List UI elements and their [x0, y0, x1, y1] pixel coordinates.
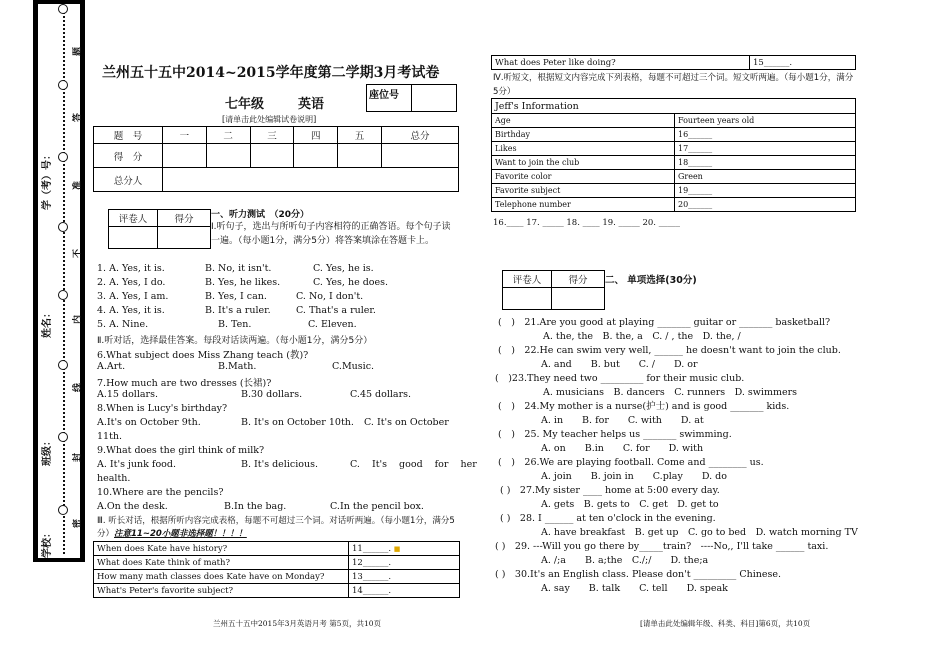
grader-score-cell[interactable]	[552, 288, 605, 310]
score-table-header: 二	[206, 127, 250, 144]
info-answer-20[interactable]: 20______	[675, 198, 856, 212]
score-cell[interactable]	[250, 144, 294, 168]
footer-left: 兰州五十五中2015年3月英语月考 第5页，共10页	[213, 619, 382, 628]
grader-label: 评卷人	[503, 271, 552, 288]
info-label: Birthday	[492, 128, 675, 142]
q5-option-c: C. Eleven.	[308, 319, 357, 330]
score-cell[interactable]	[163, 144, 207, 168]
seal-char: 不	[73, 248, 83, 258]
q6-text: 6.What subject does Miss Zhang teach (教)?	[97, 350, 309, 361]
q2-option-c: C. Yes, he does.	[313, 277, 389, 288]
q8-text: 8.When is Lucy's birthday?	[97, 403, 228, 414]
score-cell[interactable]	[206, 144, 250, 168]
q28-text: ( ) 28. I ______ at ten o'clock in the evening.	[500, 513, 716, 524]
seal-char: 密	[73, 518, 83, 528]
info-answer-16[interactable]: 16______	[675, 128, 856, 142]
grader-score-label: 得分	[158, 210, 211, 227]
seal-circle	[58, 505, 68, 515]
seal-char: 线	[73, 382, 83, 392]
grader-cell[interactable]	[503, 288, 552, 310]
seal-circle	[58, 432, 68, 442]
q8-option-c: C. It's on October	[364, 417, 449, 428]
school-label: 学校：	[42, 528, 53, 558]
part3-question: When does Kate have history?	[94, 542, 349, 556]
q25-options: A. on B.in C. for D. with	[541, 443, 704, 454]
q22-text: ( ) 22.He can swim very well, ______ he doesn't want to join the club.	[498, 345, 841, 356]
q9-option-c-cont: health.	[97, 473, 131, 484]
q29-options: A. /;a B. a;the C./;/ D. the;a	[541, 555, 709, 566]
seal-circle	[58, 290, 68, 300]
total-scorer-cell[interactable]	[163, 168, 459, 192]
seal-char: 内	[73, 314, 83, 324]
q23-text: ( )23.They need two _________ for their music club.	[495, 373, 745, 384]
total-scorer-label: 总分人	[94, 168, 163, 192]
part3-answer-14[interactable]: 14______.	[349, 584, 460, 598]
q23-options: A. musicians B. dancers C. runners D. swimmers	[543, 387, 798, 398]
q9-text: 9.What does the girl think of milk?	[97, 445, 265, 456]
seal-char: 准	[73, 180, 83, 190]
q10-option-c: C.In the pencil box.	[330, 501, 424, 512]
score-table-header: 五	[338, 127, 382, 144]
part3-question: How many math classes does Kate have on Monday?	[94, 570, 349, 584]
seat-label: 座位号	[367, 85, 412, 112]
q2-option-b: B. Yes, he likes.	[205, 277, 281, 288]
q5-option-b: B. Ten.	[218, 319, 252, 330]
q7-text: 7.How much are two dresses (长裙)?	[97, 378, 272, 389]
score-table	[93, 126, 459, 192]
score-table-header: 三	[250, 127, 294, 144]
part3-question: What does Peter like doing?	[492, 56, 750, 70]
info-label: Favorite color	[492, 170, 675, 184]
section1-heading: 一、听力测试 （20分）	[211, 210, 310, 220]
q1-option-b: B. No, it isn't.	[205, 263, 272, 274]
q6-option-a: A.Art.	[97, 361, 126, 372]
score-table-header: 四	[294, 127, 338, 144]
q10-option-b: B.In the bag.	[224, 501, 287, 512]
q26-options: A. join B. join in C.play D. do	[541, 471, 727, 482]
part3-question: What does Kate think of math?	[94, 556, 349, 570]
jeff-info-table	[491, 98, 856, 212]
q3-option-b: B. Yes, I can.	[205, 291, 267, 302]
seal-circle	[58, 222, 68, 232]
q2-option-a: 2. A. Yes, I do.	[97, 277, 166, 288]
score-cell[interactable]	[381, 144, 458, 168]
part3-answer-12[interactable]: 12______.	[349, 556, 460, 570]
part3-instr-text: Ⅲ. 听长对话，根据所听内容完成表格，每题不可超过三个词。对话听两遍。（每小题1分，满分5分）	[97, 516, 455, 539]
info-value: Fourteen years old	[675, 114, 856, 128]
seal-circle	[58, 360, 68, 370]
q24-text: ( ) 24.My mother is a nurse(护士) and is good _______ kids.	[498, 401, 790, 412]
seal-char: 封	[73, 452, 83, 462]
info-value: Green	[675, 170, 856, 184]
seal-char: 题	[73, 46, 83, 56]
seat-number-box	[366, 84, 457, 112]
score-cell[interactable]	[338, 144, 382, 168]
q1-option-c: C. Yes, he is.	[313, 263, 374, 274]
grader-cell[interactable]	[109, 227, 158, 249]
q6-option-b: B.Math.	[218, 361, 257, 372]
q9-option-a: A. It's junk food.	[97, 459, 176, 470]
q27-options: A. gets B. gets to C. get D. get to	[541, 499, 719, 510]
q7-option-c: C.45 dollars.	[350, 389, 412, 400]
subject-label: 英语	[298, 97, 325, 112]
part3-table-continued	[491, 55, 856, 70]
score-cell[interactable]	[294, 144, 338, 168]
q3-option-a: 3. A. Yes, I am.	[97, 291, 169, 302]
section2-heading: 二、 单项选择(30分)	[605, 275, 697, 286]
grade-label: 七年级	[225, 97, 265, 112]
q8-option-b: B. It's on October 10th.	[241, 417, 354, 428]
q28-options: A. have breakfast B. get up C. go to bed D. watch morning TV	[541, 527, 858, 538]
q6-option-c: C.Music.	[332, 361, 375, 372]
q21-options: A. the, the B. the, a C. / , the D. the, /	[543, 331, 741, 342]
part3-answer-11[interactable]	[349, 542, 460, 556]
q7-option-a: A.15 dollars.	[97, 389, 158, 400]
seal-char: 答	[73, 112, 83, 122]
q9-option-c: C. It's good for her	[350, 459, 477, 470]
q25-text: ( ) 25. My teacher helps us _______ swimming.	[498, 429, 732, 440]
q3-option-c: C. No, I don't.	[296, 291, 364, 302]
grader-score-label: 得分	[552, 271, 605, 288]
q4-option-c: C. That's a ruler.	[296, 305, 376, 316]
part3-instructions	[97, 515, 461, 541]
score-table-header: 总分	[381, 127, 458, 144]
footer-right-link[interactable]: [请单击此处编辑年级、科类、科目]第6页，共10页	[640, 619, 811, 628]
q9-option-b: B. It's delicious.	[241, 459, 318, 470]
part3-note: 注意11~20小题非选择题！！！！	[114, 529, 247, 539]
info-answer-17[interactable]: 17______	[675, 142, 856, 156]
q4-option-b: B. It's a ruler.	[205, 305, 271, 316]
answer-blank-11: 11______.	[352, 543, 392, 554]
q26-text: ( ) 26.We are playing football. Come and ________ us.	[498, 457, 764, 468]
exam-description-link[interactable]: [请单击此处编辑试卷说明]	[222, 115, 317, 124]
seal-circle	[58, 4, 68, 14]
part3-table	[93, 541, 460, 598]
cursor-marker-icon: ■	[393, 544, 401, 553]
q8-option-a: A.It's on October 9th.	[97, 417, 201, 428]
grader-label: 评卷人	[109, 210, 158, 227]
part3-question: What's Peter's favorite subject?	[94, 584, 349, 598]
info-label: Likes	[492, 142, 675, 156]
grader-box-2	[502, 270, 605, 310]
info-answer-19[interactable]: 19______	[675, 184, 856, 198]
info-label: Want to join the club	[492, 156, 675, 170]
q22-options: A. and B. but C. / D. or	[541, 359, 698, 370]
part3-answer-13[interactable]: 13______.	[349, 570, 460, 584]
q30-options: A. say B. talk C. tell D. speak	[541, 583, 728, 594]
q7-option-b: B.30 dollars.	[241, 389, 303, 400]
info-label: Age	[492, 114, 675, 128]
seal-circle	[58, 152, 68, 162]
part1-instructions: Ⅰ.听句子，选出与所听句子内容相符的正确答语。每个句子读一遍。（每小题1分，满分5分）将答案填涂在答题卡上。	[211, 222, 451, 246]
q27-text: ( ) 27.My sister ____ home at 5:00 every day.	[500, 485, 720, 496]
q1-option-a: 1. A. Yes, it is.	[97, 263, 165, 274]
info-table-title: Jeff's Information	[492, 99, 856, 114]
q8-option-c-cont: 11th.	[97, 431, 123, 442]
exam-title: 兰州五十五中2014~2015学年度第二学期3月考试卷	[102, 65, 440, 81]
part4-instructions: Ⅳ.听短文，根据短文内容完成下列表格，每题不可超过三个词。短文听两遍。（每小题1分，满分5分）	[493, 73, 854, 97]
answer-line-16-20: 16.____ 17. _____ 18. ____ 19. _____ 20. _____	[493, 218, 680, 228]
q10-option-a: A.On the desk.	[97, 501, 168, 512]
score-table-header: 题 号	[94, 127, 163, 144]
seat-input[interactable]	[412, 85, 457, 112]
q30-text: ( ) 30.It's an English class. Please don't _________ Chinese.	[495, 569, 782, 580]
info-answer-18[interactable]: 18______	[675, 156, 856, 170]
q10-text: 10.Where are the pencils?	[97, 487, 224, 498]
seal-circle	[58, 80, 68, 90]
grader-score-cell[interactable]	[158, 227, 211, 249]
q5-option-a: 5. A. Nine.	[97, 319, 149, 330]
q21-text: ( ) 21.Are you good at playing _______ guitar or _______ basketball?	[498, 317, 831, 328]
grader-box	[108, 209, 211, 249]
score-row-label: 得 分	[94, 144, 163, 168]
info-label: Favorite subject	[492, 184, 675, 198]
q4-option-a: 4. A. Yes, it is.	[97, 305, 165, 316]
student-number-label: 学（考）号：	[42, 150, 53, 210]
class-label: 班级：	[42, 436, 53, 466]
name-label: 姓名：	[42, 308, 53, 338]
part2-instructions: Ⅱ.听对话，选择最佳答案。每段对话读两遍。（每小题1分，满分5分）	[97, 336, 373, 346]
score-table-header: 一	[163, 127, 207, 144]
part3-answer-15[interactable]: 15______.	[750, 56, 856, 70]
info-label: Telephone number	[492, 198, 675, 212]
q29-text: ( ) 29. ---Will you go there by_____train? ----No,, I'll take ______ taxi.	[495, 541, 829, 552]
q24-options: A. in B. for C. with D. at	[541, 415, 704, 426]
